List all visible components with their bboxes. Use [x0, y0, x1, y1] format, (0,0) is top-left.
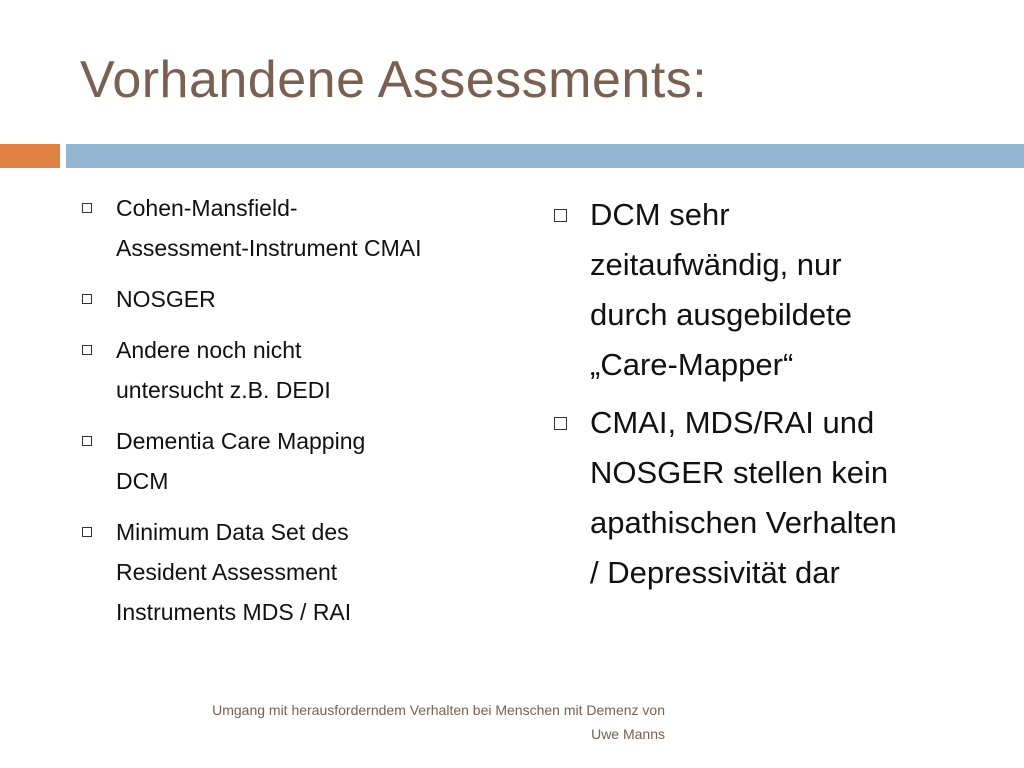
slide-title: Vorhandene Assessments:: [80, 51, 708, 109]
hollow-square-icon: [82, 294, 92, 304]
list-item: [552, 398, 992, 598]
list-item-text: CMAI, MDS/RAI und NOSGER stellen kein apathischen Verhalten / Depressivität dar: [590, 405, 897, 590]
list-item: [80, 421, 500, 501]
hollow-square-icon: [554, 417, 567, 430]
hollow-square-icon: [82, 527, 92, 537]
list-item: [80, 188, 500, 268]
list-item: [80, 512, 500, 632]
left-bullet-list: [80, 188, 500, 643]
right-bullet-list: [552, 190, 992, 606]
list-item: [80, 330, 500, 410]
list-item-text: DCM sehr zeitaufwändig, nur durch ausgebildete „Care-Mapper“: [590, 197, 852, 382]
list-item: [80, 279, 500, 319]
list-item-text: NOSGER: [116, 286, 216, 312]
slide-footer: Umgang mit herausforderndem Verhalten bei Menschen mit Demenz von Uwe Manns: [212, 702, 665, 742]
list-item-text: Minimum Data Set des Resident Assessment Instruments MDS / RAI: [116, 519, 352, 625]
list-item-text: Dementia Care Mapping DCM: [116, 428, 366, 494]
hollow-square-icon: [82, 203, 92, 213]
hollow-square-icon: [82, 345, 92, 355]
hollow-square-icon: [82, 436, 92, 446]
list-item-text: Cohen-Mansfield- Assessment-Instrument CMAI: [116, 195, 422, 261]
list-item: [552, 190, 992, 390]
accent-bar-orange: [0, 144, 60, 168]
list-item-text: Andere noch nicht untersucht z.B. DEDI: [116, 337, 331, 403]
hollow-square-icon: [554, 209, 567, 222]
accent-bar-blue: [66, 144, 1024, 168]
